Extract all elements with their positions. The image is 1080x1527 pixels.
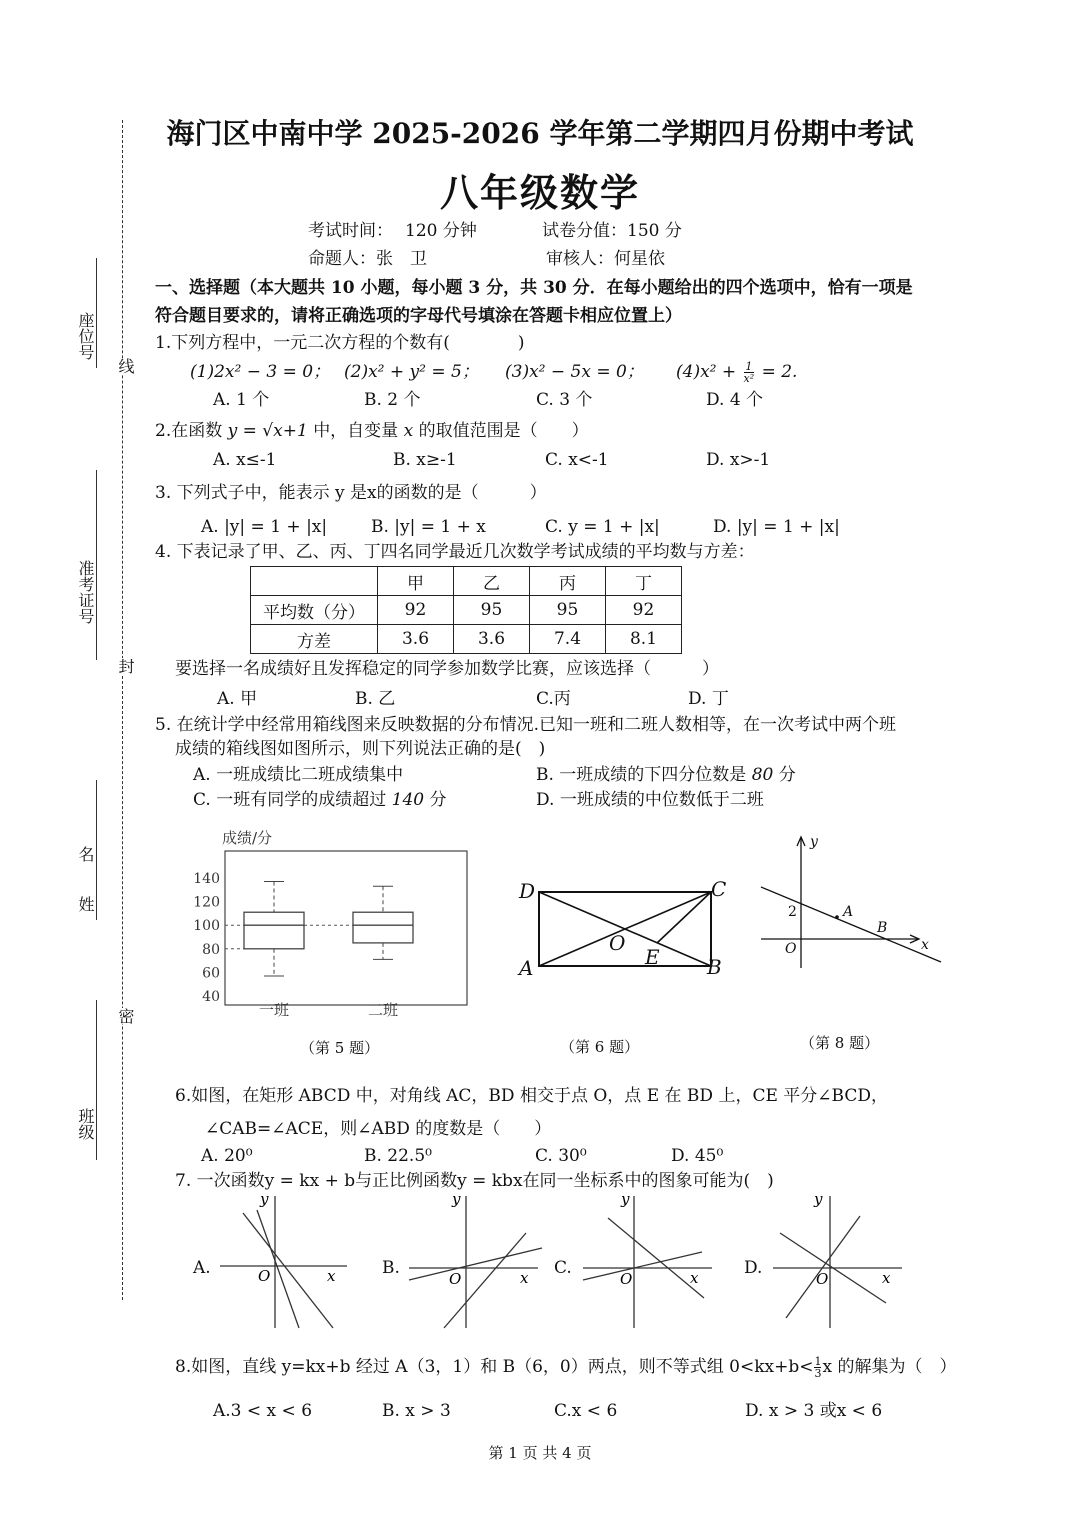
q7-graph-a[interactable] xyxy=(215,1188,350,1333)
fig6-label-o: O xyxy=(609,931,626,955)
q4-stem: 4. 下表记录了甲、乙、丙、丁四名同学最近几次数学考试成绩的平均数与方差： xyxy=(155,542,755,562)
binding-line-char: 线 xyxy=(116,358,135,374)
q7-option-d-label[interactable]: D. xyxy=(744,1258,763,1278)
q7d-label-y: y xyxy=(814,1190,823,1208)
q5-c-post: 分 xyxy=(424,790,447,810)
fig5-box xyxy=(244,912,304,949)
subject-title: 八年级数学 xyxy=(439,170,640,215)
q5-b-num: 80 xyxy=(751,765,774,785)
fig5-tick-label: 140 xyxy=(193,871,220,887)
exam-time xyxy=(308,220,477,242)
table-header-cell xyxy=(251,567,378,596)
q7a-label-x: x xyxy=(327,1267,336,1285)
q7c-label-o: O xyxy=(620,1270,633,1288)
reviewer-name: 何星依 xyxy=(614,249,665,269)
q5-c-pre: C. 一班有同学的成绩超过 xyxy=(193,790,392,810)
section1-heading-line1: 一、选择题（本大题共 10 小题，每小题 3 分，共 30 分．在每小题给出的四个选项中，恰有一项是 xyxy=(155,278,913,298)
table-cell: 3.6 xyxy=(378,625,454,654)
q8-option-c[interactable]: C.x < 6 xyxy=(554,1401,618,1421)
q7-graph-b[interactable] xyxy=(404,1188,544,1333)
q7d-line-2 xyxy=(786,1216,860,1318)
fig8-label-x: x xyxy=(921,937,929,953)
fig6-label-c: C xyxy=(711,877,727,901)
fig5-tick-label: 120 xyxy=(193,894,220,911)
q8-stem-b: x 的解集为（ ） xyxy=(822,1357,957,1377)
fig6-label-e: E xyxy=(645,945,660,969)
q7-option-b-label[interactable]: B. xyxy=(382,1258,400,1278)
q4-score-table xyxy=(250,566,682,654)
q3-option-c[interactable]: C. y = 1 + |x| xyxy=(545,517,660,537)
exam-score-label: 试卷分值： xyxy=(542,221,627,241)
q4-option-a[interactable]: A. 甲 xyxy=(217,689,258,709)
q1-eq4 xyxy=(676,361,797,384)
table-cell: 方差 xyxy=(251,625,378,654)
q1-eq2: (2)x² + y² = 5； xyxy=(344,362,479,382)
fig5-boxplot xyxy=(190,820,480,1030)
q7c-label-x: x xyxy=(690,1269,699,1287)
q2-option-a[interactable]: A. x≤-1 xyxy=(213,450,277,470)
q1-option-a[interactable]: A. 1 个 xyxy=(213,390,270,410)
fig6-segment-ce xyxy=(657,892,711,943)
name-label-a: 姓 xyxy=(76,896,95,912)
q7b-label-o: O xyxy=(449,1270,462,1288)
binding-seal-char: 封 xyxy=(116,658,135,674)
table-header-row xyxy=(251,567,682,596)
q5-b-post: 分 xyxy=(773,765,796,785)
table-cell: 95 xyxy=(454,596,530,625)
q6-option-b[interactable]: B. 22.5⁰ xyxy=(364,1146,432,1166)
binding-secret-char: 密 xyxy=(116,1008,135,1024)
fig5-caption: （第 5 题） xyxy=(300,1039,380,1057)
table-cell: 3.6 xyxy=(454,625,530,654)
q5-option-d[interactable]: D. 一班成绩的中位数低于二班 xyxy=(536,790,764,810)
q5-option-c[interactable] xyxy=(193,789,446,811)
fig5-boxes xyxy=(225,882,413,976)
q5-stem-line1: 5. 在统计学中经常用箱线图来反映数据的分布情况.已知一班和二班人数相等，在一次考试中两个班 xyxy=(155,715,897,735)
q6-line2: ∠CAB=∠ACE，则∠ABD 的度数是（ ） xyxy=(205,1119,552,1139)
class-label: 班级 xyxy=(76,1108,95,1140)
fig8-line-diagram xyxy=(755,828,950,973)
fig5-box xyxy=(353,912,413,943)
q3-option-a[interactable]: A. |y| = 1 + |x| xyxy=(201,517,328,537)
fig8-label-two: 2 xyxy=(788,904,797,920)
q2-stem xyxy=(155,420,589,442)
q8-option-d[interactable]: D. x > 3 或x < 6 xyxy=(745,1401,883,1421)
q7-stem: 7. 一次函数y = kx + b与正比例函数y = kbx在同一坐标系中的图象可能为( ) xyxy=(175,1171,774,1191)
table-cell: 92 xyxy=(378,596,454,625)
q3-option-d[interactable]: D. |y| = 1 + |x| xyxy=(713,517,840,537)
fig5-category-2: 二班 xyxy=(367,1001,399,1019)
q7d-label-x: x xyxy=(882,1269,891,1287)
exam-score-value: 150 分 xyxy=(627,221,682,241)
q7a-label-o: O xyxy=(258,1267,271,1285)
q7c-label-y: y xyxy=(621,1190,630,1208)
q2-stem-a: 2.在函数 xyxy=(155,421,223,441)
fig6-caption: （第 6 题） xyxy=(560,1038,640,1056)
fig6-label-a: A xyxy=(519,956,534,980)
exam-time-value: 120 分钟 xyxy=(405,221,477,241)
exam-title: 海门区中南中学 2025-2026 学年第二学期四月份期中考试 xyxy=(166,117,914,150)
table-cell: 95 xyxy=(530,596,606,625)
q7-option-c-label[interactable]: C. xyxy=(554,1258,572,1278)
q5-option-b[interactable] xyxy=(536,764,796,786)
fig8-label-a: A xyxy=(843,904,854,920)
table-row xyxy=(251,625,682,654)
table-cell: 8.1 xyxy=(606,625,682,654)
q5-stem-line2: 成绩的箱线图如图所示，则下列说法正确的是( ) xyxy=(175,739,546,759)
q7-graph-c[interactable] xyxy=(578,1188,718,1333)
fig8-caption: （第 8 题） xyxy=(800,1034,880,1052)
q1-eq4-fraction xyxy=(744,361,755,384)
q1-eq1: (1)2x² − 3 = 0； xyxy=(190,362,331,382)
exam-time-label: 考试时间： xyxy=(308,221,393,241)
q2-stem-c: 的取值范围是（ ） xyxy=(418,421,589,441)
fig5-ylabel: 成绩/分 xyxy=(222,829,273,847)
q7a-label-y: y xyxy=(260,1190,269,1208)
q3-option-b[interactable]: B. |y| = 1 + x xyxy=(371,517,486,537)
q5-option-a[interactable]: A. 一班成绩比二班成绩集中 xyxy=(193,765,404,785)
reviewer-label: 审核人： xyxy=(546,249,614,269)
q6-option-d[interactable]: D. 45⁰ xyxy=(671,1146,724,1166)
binding-dashed-line xyxy=(122,120,123,1300)
table-cell: 7.4 xyxy=(530,625,606,654)
q7b-label-y: y xyxy=(452,1190,461,1208)
exam-reviewer xyxy=(546,248,665,270)
q8-frac-num: 1 xyxy=(814,1355,822,1368)
q1-eq4-den: x² xyxy=(743,372,755,385)
q2-option-b[interactable]: B. x≥-1 xyxy=(393,450,457,470)
q5-b-pre: B. 一班成绩的下四分位数是 xyxy=(536,765,752,785)
q7-option-a-label[interactable]: A. xyxy=(193,1258,211,1278)
q1-eq4-left: (4)x² + xyxy=(676,362,737,382)
q1-option-d[interactable]: D. 4 个 xyxy=(706,390,764,410)
author-label: 命题人： xyxy=(308,249,376,269)
q2-stem-b: 中，自变量 xyxy=(313,421,399,441)
fig5-ticks xyxy=(193,871,220,1005)
q1-eq4-right: = 2. xyxy=(761,362,798,382)
fig5-tick-label: 100 xyxy=(193,918,220,935)
fig6-label-b: B xyxy=(707,955,722,979)
table-header-cell: 甲 xyxy=(378,567,454,596)
table-header-cell: 丙 xyxy=(530,567,606,596)
fig5-category-1: 一班 xyxy=(258,1001,290,1019)
q2-var: x xyxy=(403,421,414,441)
page-number: 第 1 页 共 4 页 xyxy=(488,1444,592,1462)
fig8-label-b: B xyxy=(877,920,888,936)
q7b-label-x: x xyxy=(520,1269,529,1287)
q8-stem xyxy=(175,1356,956,1379)
fig6-label-d: D xyxy=(519,879,536,903)
fig5-tick-label: 60 xyxy=(202,965,220,982)
q4-option-b[interactable]: B. 乙 xyxy=(355,689,396,709)
table-row xyxy=(251,596,682,625)
q8-frac-den: 3 xyxy=(814,1367,822,1380)
q4-option-d[interactable]: D. 丁 xyxy=(688,689,729,709)
q8-option-b[interactable]: B. x > 3 xyxy=(382,1401,451,1421)
name-label-b: 名 xyxy=(76,846,95,862)
q2-function: y = √x+1 xyxy=(227,421,308,441)
q1-stem: 1.下列方程中，一元二次方程的个数有( ) xyxy=(155,333,525,353)
q8-stem-a: 8.如图，直线 y=kx+b 经过 A（3，1）和 B（6，0）两点，则不等式组 0<kx+b< xyxy=(175,1357,814,1377)
table-header-cell: 丁 xyxy=(606,567,682,596)
q4-follow: 要选择一名成绩好且发挥稳定的同学参加数学比赛，应该选择（ ） xyxy=(175,659,719,679)
fig8-label-origin: O xyxy=(785,941,797,957)
table-cell: 92 xyxy=(606,596,682,625)
table-cell: 平均数（分） xyxy=(251,596,378,625)
q7c-line-1 xyxy=(583,1252,702,1280)
q5-c-num: 140 xyxy=(391,790,425,810)
table-header-cell: 乙 xyxy=(454,567,530,596)
q2-option-c[interactable]: C. x<-1 xyxy=(545,450,609,470)
q1-option-c[interactable]: C. 3 个 xyxy=(536,390,593,410)
q3-stem: 3. 下列式子中，能表示 y 是x的函数的是（ ） xyxy=(155,483,547,503)
q1-option-b[interactable]: B. 2 个 xyxy=(364,390,421,410)
q7a-line-1 xyxy=(243,1213,333,1328)
q6-option-c[interactable]: C. 30⁰ xyxy=(535,1146,587,1166)
q4-option-c[interactable]: C.丙 xyxy=(536,689,571,709)
fig8-point-a xyxy=(835,915,839,919)
q1-eq3: (3)x² − 5x = 0； xyxy=(505,362,644,382)
q8-option-a[interactable]: A.3 < x < 6 xyxy=(213,1401,313,1421)
fig5-tick-label: 40 xyxy=(202,989,220,1005)
author-name: 张 卫 xyxy=(376,249,427,269)
exam-id-label: 准考证号 xyxy=(76,560,95,624)
q2-option-d[interactable]: D. x>-1 xyxy=(706,450,771,470)
q6-option-a[interactable]: A. 20⁰ xyxy=(201,1146,253,1166)
exam-author xyxy=(308,248,427,270)
fig8-label-y: y xyxy=(810,834,818,850)
fig6-rectangle-diagram xyxy=(515,872,735,982)
exam-score xyxy=(542,220,682,242)
fig5-tick-label: 80 xyxy=(202,941,220,958)
q8-fraction xyxy=(814,1356,821,1379)
q6-line1: 6.如图，在矩形 ABCD 中，对角线 AC，BD 相交于点 O，点 E 在 BD 上，CE 平分∠BCD， xyxy=(175,1086,888,1106)
q7-graph-d[interactable] xyxy=(768,1188,908,1333)
section1-heading-line2: 符合题目要求的，请将正确选项的字母代号填涂在答题卡相应位置上） xyxy=(155,306,682,326)
q1-eq4-num: 1 xyxy=(745,360,753,373)
seat-label: 座位号 xyxy=(76,312,95,360)
q7d-label-o: O xyxy=(816,1270,829,1288)
